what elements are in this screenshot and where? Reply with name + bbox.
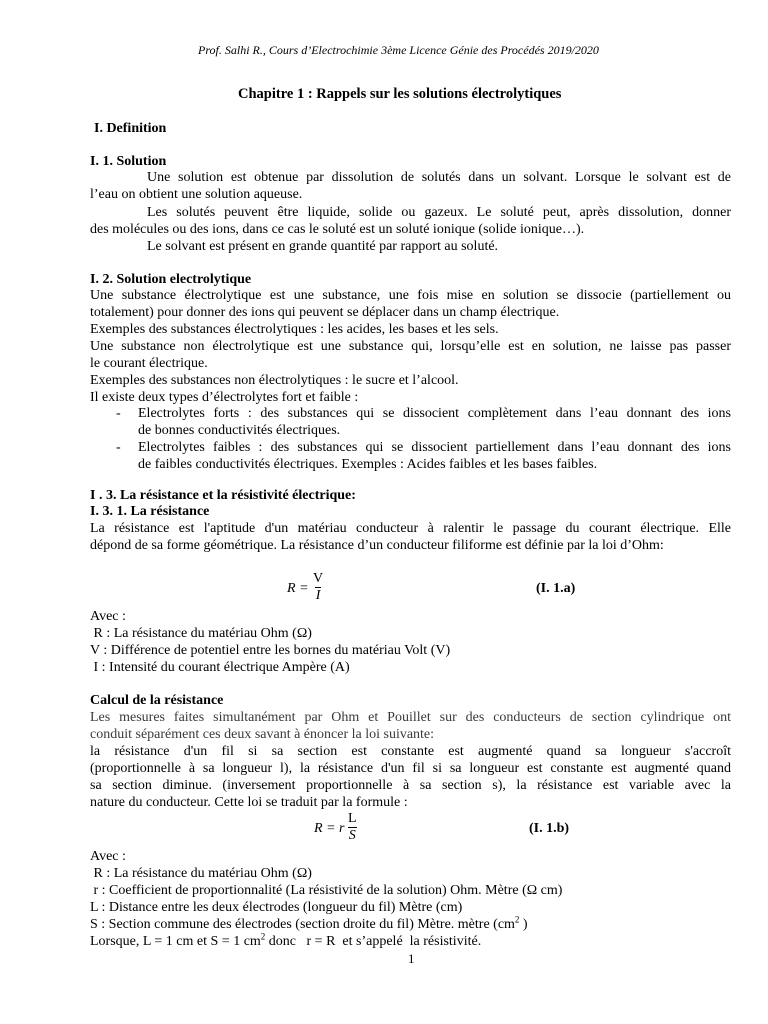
calc-line6: nature du conducteur. Cette loi se traduit par la formule :: [90, 795, 408, 810]
bullet1-line1: Electrolytes forts : des substances qui se dissocient complètement dans l’eau donnant des ions: [138, 406, 731, 421]
electrolytic-line6: Exemples des substances non électrolytiques : le sucre et l’alcool.: [90, 373, 459, 388]
calc-line2: conduit séparément ces deux savant à énoncer la loi suivante:: [90, 727, 435, 742]
section-resistance-title: I . 3. La résistance et la résistivité électrique:: [90, 488, 356, 503]
def-rho: r : Coefficient de proportionnalité (La résistivité de la solution) Ohm. Mètre (Ω cm): [90, 883, 563, 898]
def-l: L : Distance entre les deux électrodes (longueur du fil) Mètre (cm): [90, 900, 463, 915]
def-s-end: ): [519, 917, 528, 932]
eq1-numerator: V: [313, 571, 324, 586]
def-v: V : Différence de potentiel entre les bornes du matériau Volt (V): [90, 643, 451, 658]
electrolytic-line1: Une substance électrolytique est une substance, une fois mise en solution se dissocie (partiellement ou: [90, 288, 731, 303]
resistivity-line-exponent: 2: [260, 931, 266, 942]
bullet-dash: -: [116, 406, 121, 421]
def-r-1: R : La résistance du matériau Ohm (Ω): [90, 626, 312, 641]
def-i: I : Intensité du courant électrique Ampère (A): [90, 660, 350, 675]
eq2-coefficient: r: [339, 821, 345, 836]
eq1-denominator: I: [315, 588, 321, 603]
section-definition-title: I. Definition: [94, 121, 167, 136]
bullet1-line2: de bonnes conductivités électriques.: [138, 423, 341, 438]
def-r-2: R : La résistance du matériau Ohm (Ω): [90, 866, 312, 881]
section-electrolytic-title: I. 2. Solution electrolytique: [90, 272, 252, 287]
eq2-tag: (I. 1.b): [529, 821, 570, 836]
eq2-equals: =: [327, 821, 335, 836]
electrolytic-line4: Une substance non électrolytique est une substance qui, lorsqu’elle est en solution, ne laisse pas passer: [90, 339, 731, 354]
solution-para1-line2: l’eau on obtient une solution aqueuse.: [90, 187, 303, 202]
resistivity-line-end: donc r = R et s’appelé la résistivité.: [265, 934, 482, 949]
eq1-equals: =: [300, 581, 308, 596]
eq2-fraction: [347, 811, 358, 844]
bullet2-line1: Electrolytes faibles : des substances qui se dissocient partiellement dans l’eau donnant des ions: [138, 440, 731, 455]
page-header: Prof. Salhi R., Cours d’Electrochimie 3ème Licence Génie des Procédés 2019/2020: [198, 43, 599, 57]
calc-line1: Les mesures faites simultanément par Ohm et Pouillet sur des conducteurs de section cylindrique ont: [90, 710, 731, 725]
electrolytic-line3: Exemples des substances électrolytiques : les acides, les bases et les sels.: [90, 322, 499, 337]
page-number: 1: [408, 951, 415, 966]
electrolytic-line2: totalement) pour donner des ions qui peuvent se déplacer dans un champ électrique.: [90, 305, 560, 320]
eq2-denominator: S: [348, 828, 356, 843]
def-s-exponent: 2: [514, 914, 520, 925]
resistivity-line: [90, 933, 481, 950]
resistance-line1: La résistance est l'aptitude d'un matériau conducteur à ralentir le passage du courant électrique. Elle: [90, 521, 731, 536]
section-solution-title: I. 1. Solution: [90, 154, 167, 169]
chapter-title: Chapitre 1 : Rappels sur les solutions électrolytiques: [238, 86, 562, 102]
eq1-tag: (I. 1.a): [536, 581, 576, 596]
eq2-lhs: R: [314, 821, 323, 836]
def-s-main: S : Section commune des électrodes (section droite du fil) Mètre. mètre (cm: [90, 917, 515, 932]
resistivity-line-start: Lorsque, L = 1 cm et S = 1 cm: [90, 934, 261, 949]
calc-line3: la résistance d'un fil si sa section est constante est augmenté quand sa longueur s'accroît: [90, 744, 731, 759]
eq2-numerator: L: [348, 811, 357, 826]
solution-para2-line2: des molécules ou des ions, dans ce cas le soluté est un soluté ionique (solide ionique…).: [90, 222, 585, 237]
def-s: [90, 916, 528, 933]
resistance-line2: dépond de sa forme géométrique. La résistance d’un conducteur filiforme est définie par la loi d’Ohm:: [90, 538, 664, 553]
electrolytic-line5: le courant électrique.: [90, 356, 208, 371]
avec-label-2: Avec :: [90, 849, 126, 864]
eq1-fraction: [312, 571, 324, 604]
calc-line5: sa section diminue. (inversement proportionnelle à sa section s), la résistance est variable avec la: [90, 778, 731, 793]
solution-para2-line1: Les solutés peuvent être liquide, solide ou gazeux. Le soluté peut, après dissolution, donner: [147, 205, 731, 220]
calc-line4: (proportionnelle à sa longueur l), la résistance d'un fil si sa longueur est constante est augmenté quand: [90, 761, 731, 776]
solution-para1-line1: Une solution est obtenue par dissolution de solutés dans un solvant. Lorsque le solvant est de: [147, 170, 731, 185]
subsection-resistance-title: I. 3. 1. La résistance: [90, 504, 210, 519]
solution-para3: Le solvant est présent en grande quantité par rapport au soluté.: [147, 239, 499, 254]
avec-label-1: Avec :: [90, 609, 126, 624]
bullet2-line2: de faibles conductivités électriques. Exemples : Acides faibles et les bases faibles.: [138, 457, 598, 472]
calc-title: Calcul de la résistance: [90, 693, 224, 708]
eq1-lhs: R: [287, 581, 296, 596]
bullet-dash: -: [116, 440, 121, 455]
electrolytic-line7: Il existe deux types d’électrolytes fort et faible :: [90, 390, 359, 405]
